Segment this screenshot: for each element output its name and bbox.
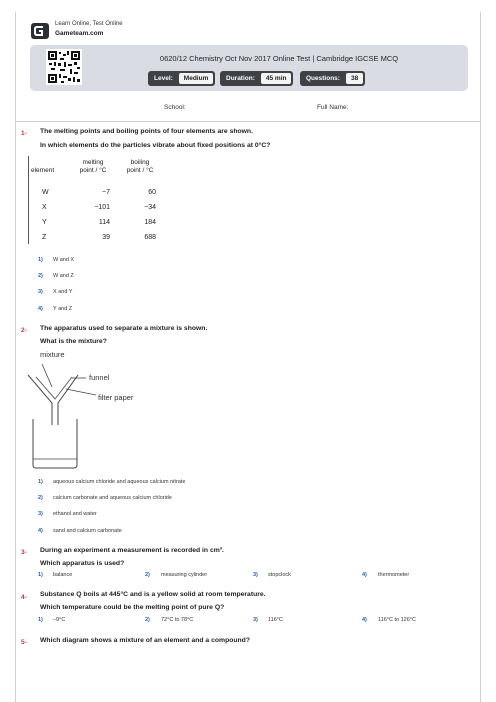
option-number[interactable]: 4): [38, 528, 43, 534]
question-text: Which apparatus is used?: [40, 560, 125, 567]
option-number[interactable]: 3): [253, 617, 258, 623]
filtration-diagram: [22, 347, 162, 472]
option-number[interactable]: 4): [362, 617, 367, 623]
brand-site: Gameteam.com: [55, 30, 104, 37]
question-text: Substance Q boils at 445°C and is a yellow solid at room temperature.: [40, 591, 266, 598]
table-cell: Y: [42, 219, 47, 226]
option-text[interactable]: thermometer: [378, 572, 410, 578]
questions-value: 38: [346, 73, 363, 84]
table-cell: W: [42, 189, 49, 196]
table-header-melting: [73, 159, 113, 175]
option-text[interactable]: 72°C to 78°C: [161, 617, 194, 623]
option-number[interactable]: 3): [253, 572, 258, 578]
option-text[interactable]: W and X: [53, 257, 75, 263]
option-number[interactable]: 4): [362, 572, 367, 578]
data-table: [28, 156, 178, 244]
option-number[interactable]: 4): [38, 306, 43, 312]
option-text[interactable]: X and Y: [53, 289, 73, 295]
question-text: Which temperature could be the melting point of pure Q?: [40, 604, 225, 611]
question-number: 1-: [21, 130, 27, 137]
option-text[interactable]: balance: [53, 572, 73, 578]
option-number[interactable]: 2): [38, 495, 43, 501]
question-number: 3-: [21, 549, 27, 556]
table-header-text: boiling: [130, 159, 150, 166]
school-label: School:: [164, 104, 186, 111]
table-header-element: element: [31, 167, 55, 174]
question-text: What is the mixture?: [40, 338, 107, 345]
divider: [16, 121, 480, 122]
test-header: [30, 45, 468, 91]
duration-pill: [220, 71, 293, 86]
table-header-text: melting: [82, 159, 104, 166]
diagram-label-funnel: funnel: [89, 373, 110, 382]
option-number[interactable]: 2): [145, 572, 150, 578]
table-cell: X: [42, 204, 47, 211]
table-cell: 114: [98, 219, 110, 226]
question-text: During an experiment a measurement is recorded in cm³.: [40, 547, 224, 554]
duration-value: 45 min: [261, 73, 292, 84]
option-text[interactable]: stopclock: [268, 572, 291, 578]
table-cell: −7: [102, 189, 110, 196]
table-cell: 39: [102, 234, 110, 241]
option-text[interactable]: Y and Z: [53, 306, 73, 312]
table-header-boiling: [120, 159, 160, 175]
table-cell: 688: [144, 234, 156, 241]
brand-tagline: Learn Online, Test Online: [55, 21, 123, 27]
option-text[interactable]: 116°C: [268, 617, 283, 623]
option-number[interactable]: 2): [145, 617, 150, 623]
option-text[interactable]: sand and calcium carbonate: [53, 528, 122, 534]
brand: [30, 20, 230, 42]
option-text[interactable]: 116°C to 126°C: [378, 617, 416, 623]
level-label: Level:: [154, 75, 173, 82]
option-text[interactable]: –9°C: [53, 617, 66, 623]
question-text: The apparatus used to separate a mixture is shown.: [40, 325, 208, 332]
question-text: In which elements do the particles vibrate about fixed positions at 0°C?: [40, 142, 271, 149]
table-cell: −34: [144, 204, 156, 211]
question-number: 4-: [21, 594, 27, 601]
option-number[interactable]: 1): [38, 617, 43, 623]
table-cell: 60: [148, 189, 156, 196]
table-left-border: [28, 156, 29, 244]
table-cell: 184: [144, 219, 156, 226]
option-text[interactable]: calcium carbonate and aqueous calcium chloride: [53, 495, 172, 501]
test-title: 0620/12 Chemistry Oct Nov 2017 Online Test | Cambridge IGCSE MCQ: [159, 54, 399, 63]
option-number[interactable]: 1): [38, 257, 43, 263]
level-pill: [148, 71, 215, 86]
questions-pill: [300, 71, 365, 86]
option-text[interactable]: W and Z: [53, 273, 74, 279]
option-text[interactable]: ethanol and water: [53, 511, 97, 517]
option-text[interactable]: aqueous calcium chloride and aqueous calcium nitrate: [53, 479, 186, 485]
option-number[interactable]: 1): [38, 479, 43, 485]
table-header-text: point / °C: [126, 167, 154, 174]
questions-label: Questions:: [306, 75, 340, 82]
table-header-text: point / °C: [79, 167, 107, 174]
question-number: 5-: [21, 639, 27, 646]
question-number: 2-: [21, 327, 27, 334]
level-value: Medium: [179, 73, 214, 84]
option-number[interactable]: 3): [38, 289, 43, 295]
option-number[interactable]: 2): [38, 273, 43, 279]
question-text: Which diagram shows a mixture of an element and a compound?: [40, 637, 250, 644]
option-number[interactable]: 1): [38, 572, 43, 578]
question-text: The melting points and boiling points of four elements are shown.: [40, 128, 253, 135]
diagram-label-filter-paper: filter paper: [98, 393, 134, 402]
option-number[interactable]: 3): [38, 511, 43, 517]
option-text[interactable]: measuring cylinder: [161, 572, 208, 578]
duration-label: Duration:: [226, 75, 255, 82]
table-cell: Z: [42, 234, 47, 241]
table-cell: −101: [94, 204, 110, 211]
full-name-label: Full Name:: [317, 104, 349, 111]
g-logo-icon: [30, 21, 50, 41]
diagram-label-mixture: mixture: [40, 350, 65, 359]
filtration-apparatus-icon: [22, 347, 162, 472]
